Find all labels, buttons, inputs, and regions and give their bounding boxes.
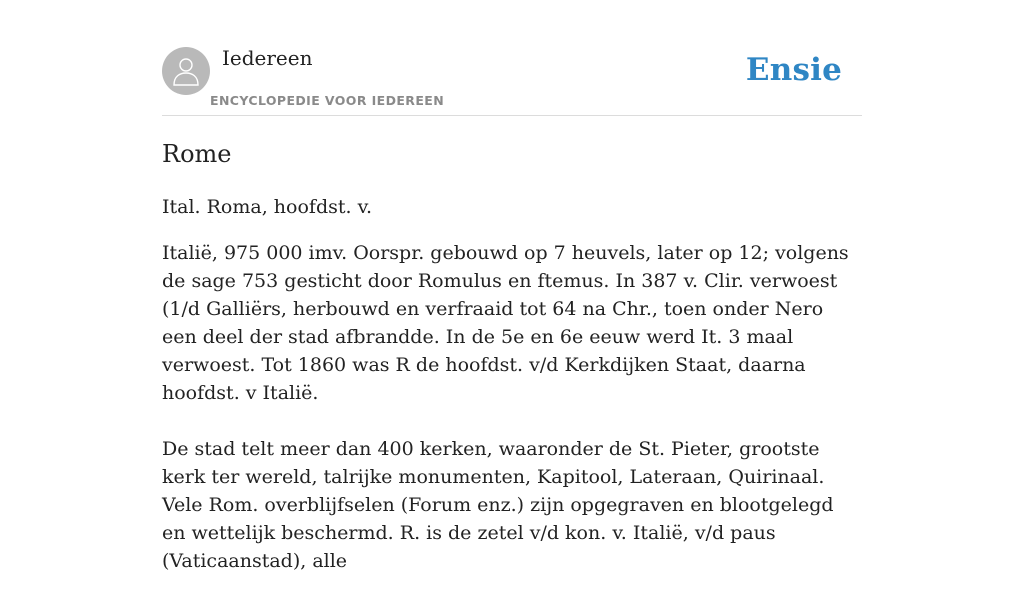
article-title: Rome bbox=[162, 140, 232, 168]
user-silhouette-icon bbox=[172, 56, 200, 86]
avatar[interactable] bbox=[162, 47, 210, 95]
site-header bbox=[162, 0, 862, 116]
site-subtitle: ENCYCLOPEDIE VOOR IEDEREEN bbox=[210, 93, 445, 108]
article-body bbox=[162, 239, 862, 603]
article-paragraph: Italië, 975 000 imv. Oorspr. gebouwd op 7 heuvels, later op 12; volgens de sage 753 gesticht door Romulus en ftemus. In 387 v. Clir. verwoest (1/d Galliërs, herbouwd en verfraaid tot 64 na Chr., toen onder Nero een deel der stad afbrandde. In de 5e en 6e eeuw werd It. 3 maal verwoest. Tot 1860 was R de hoofdst. v/d Kerkdijken Staat, daarna hoofdst. v Italië. bbox=[162, 242, 849, 404]
page-container bbox=[162, 0, 862, 572]
ensie-logo-link[interactable]: Ensie bbox=[745, 52, 842, 88]
author-name[interactable]: Iedereen bbox=[222, 46, 313, 70]
article-lead: Ital. Roma, hoofdst. v. bbox=[162, 196, 373, 218]
article-paragraph: De stad telt meer dan 400 kerken, waaronder de St. Pieter, grootste kerk ter wereld, talrijke monumenten, Kapitool, Lateraan, Quirinaal. Vele Rom. overblijfselen (Forum enz.) zijn opgegraven en blootgelegd en wettelijk beschermd. R. is de zetel v/d kon. v. Italië, v/d paus (Vaticaanstad), alle bbox=[162, 438, 834, 572]
